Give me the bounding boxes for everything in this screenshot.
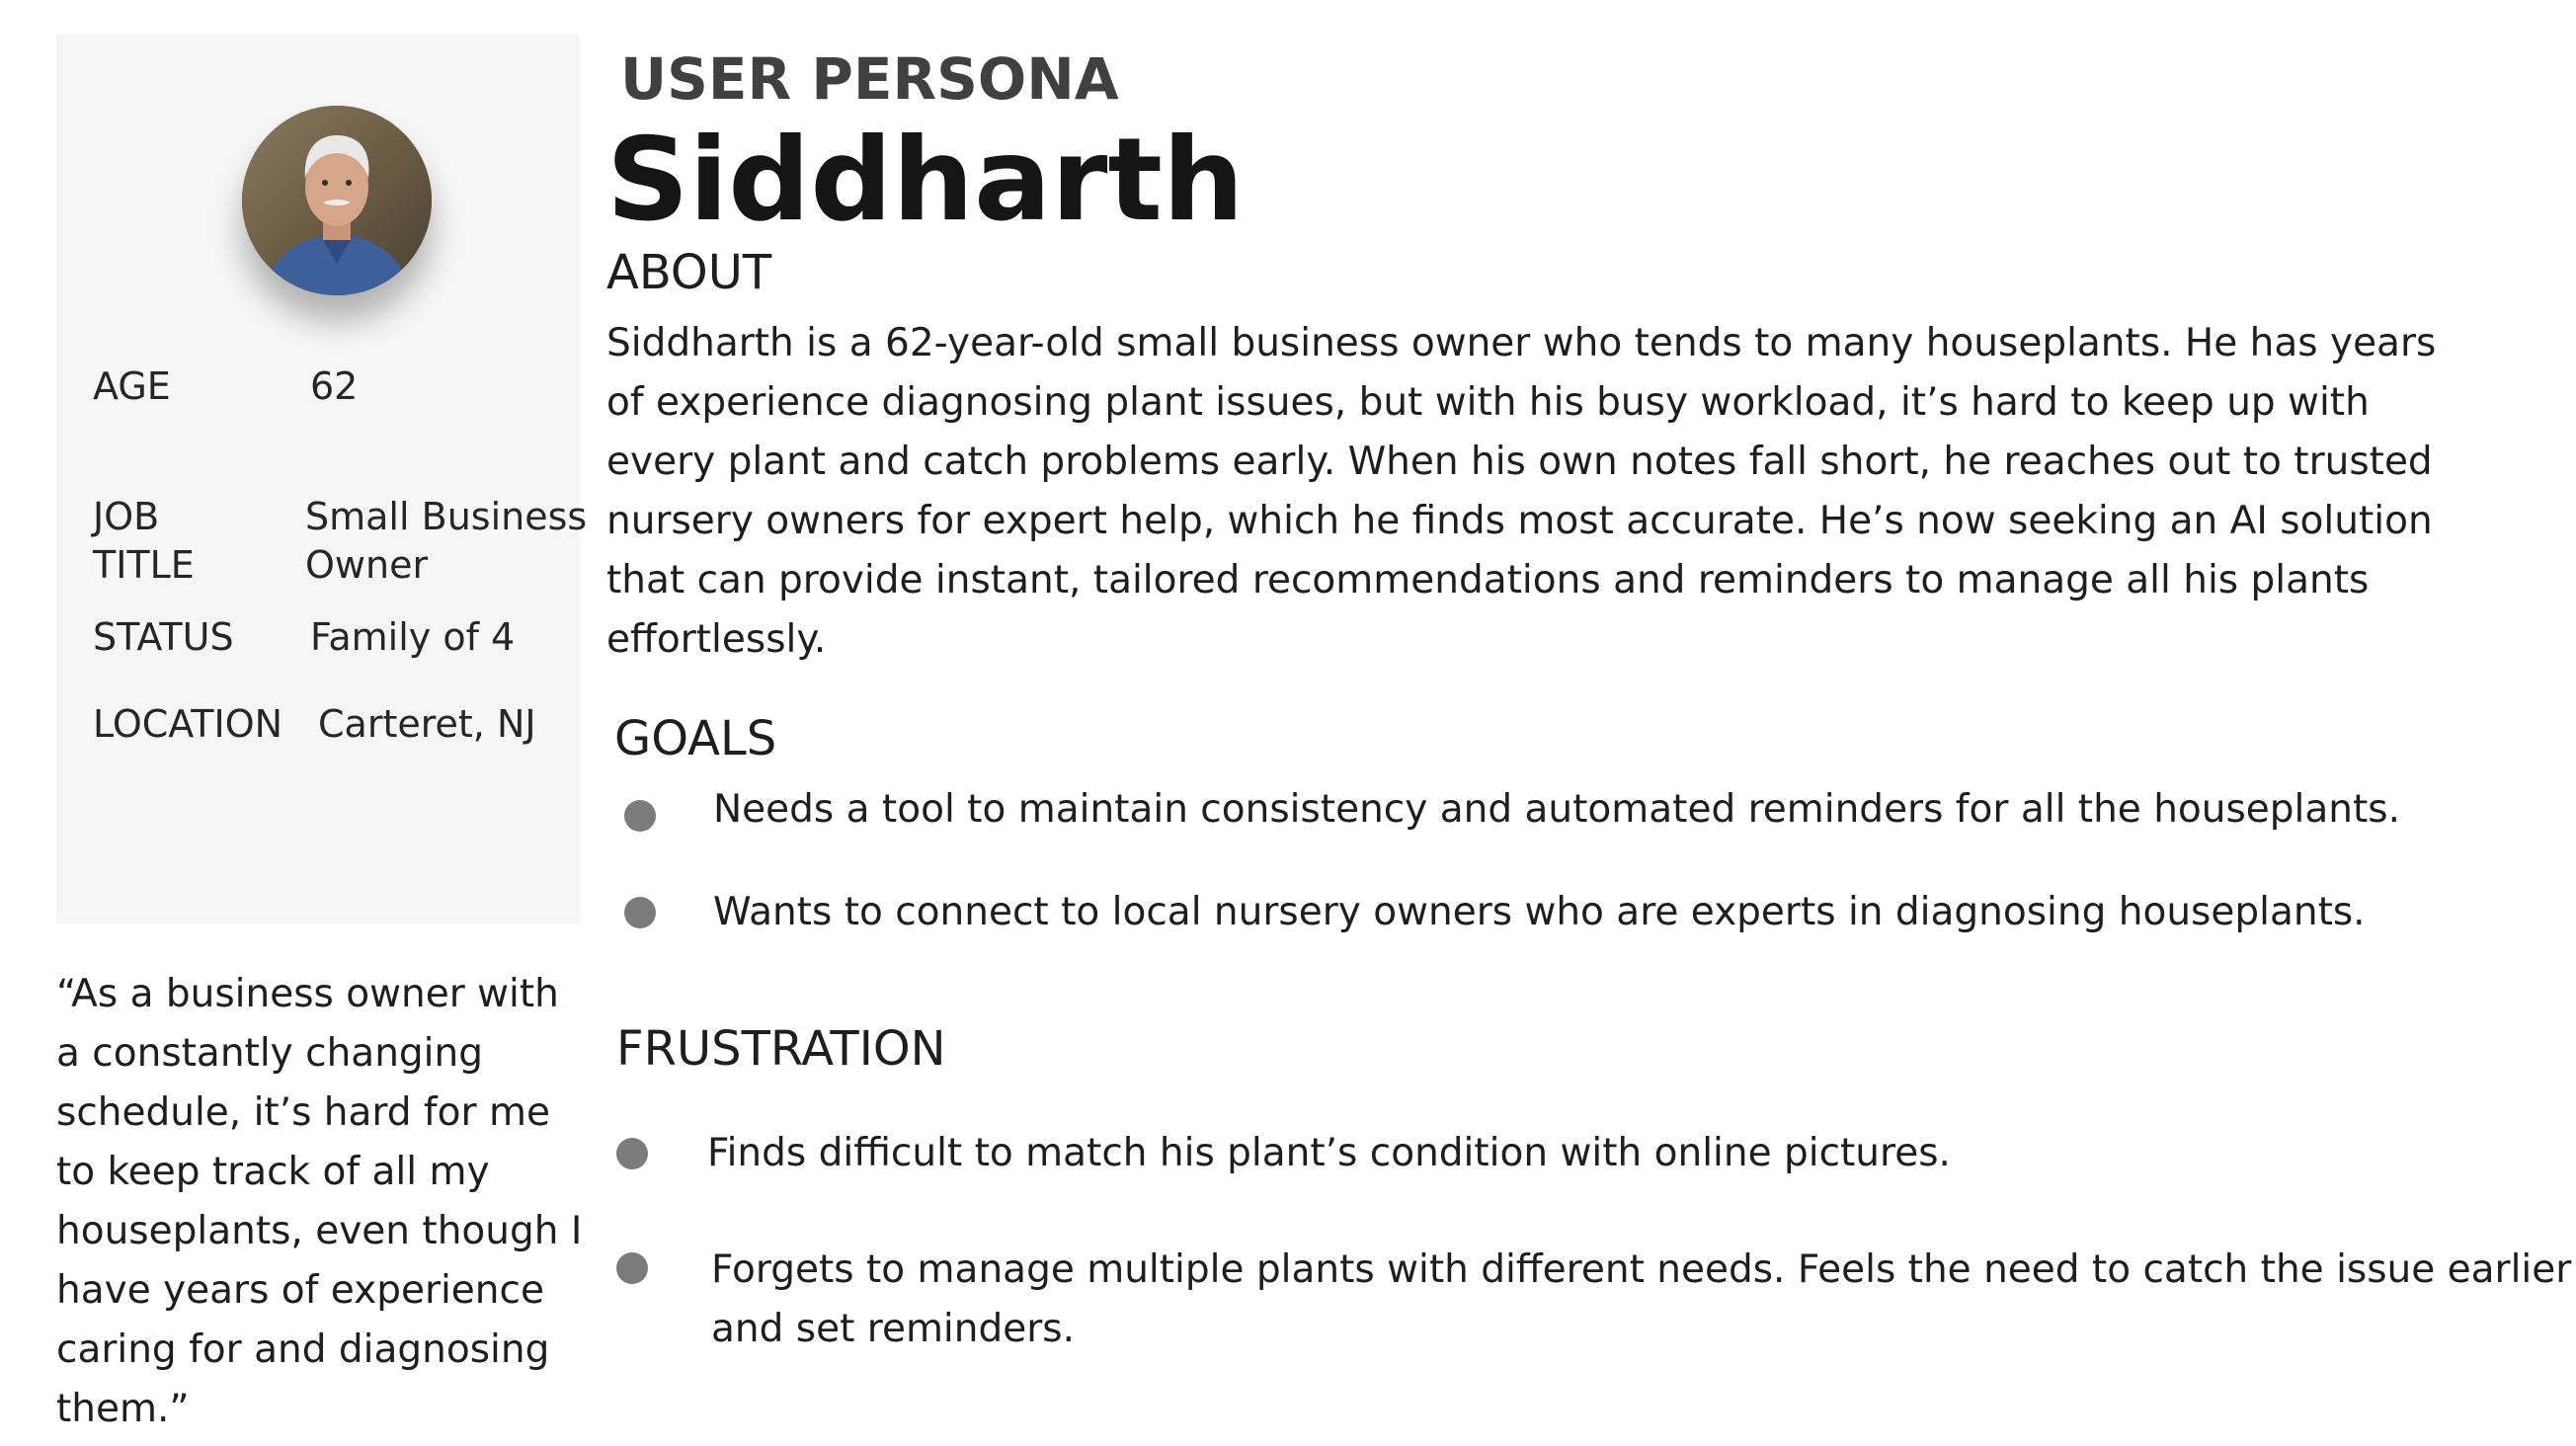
- bullet-icon: [616, 1252, 648, 1284]
- frustration-item-text: Finds difficult to match his plant’s condition with online pictures.: [707, 1131, 1951, 1175]
- goals-heading: GOALS: [614, 711, 777, 766]
- age-label: AGE: [93, 364, 171, 408]
- status-value: Family of 4: [310, 615, 516, 659]
- age-value: 62: [310, 364, 359, 408]
- job-title-value-line1: Small Business: [305, 495, 588, 538]
- job-title-label-line2: TITLE: [93, 543, 195, 587]
- avatar: [242, 106, 432, 295]
- about-heading: ABOUT: [606, 245, 772, 300]
- location-label: LOCATION: [93, 702, 283, 746]
- persona-name: Siddharth: [606, 114, 1245, 247]
- bullet-icon: [616, 1138, 648, 1169]
- persona-quote: “As a business owner with a constantly changing schedule, it’s hard for me to keep track of all my houseplants, even though I have years of experience caring for and diagnosing them.”: [56, 972, 583, 1431]
- about-text: Siddharth is a 62-year-old small business owner who tends to many houseplants. He has years of experience diagnosing plant issues, but with his busy workload, it’s hard to keep up with every plant and catch problems early. When his own notes fall short, he reaches out to trusted nursery owners for expert help, which he finds most accurate. He’s now seeking an AI solution that can provide instant, tailored recommendations and reminders to manage all his plants effortlessly.: [606, 321, 2437, 662]
- job-title-label-line1: JOB: [93, 495, 160, 538]
- frustration-item-text: Forgets to manage multiple plants with different needs. Feels the need to catch the issue earlier and set reminders.: [711, 1247, 2572, 1351]
- goals-item-text: Wants to connect to local nursery owners who are experts in diagnosing houseplants.: [713, 890, 2366, 934]
- job-title-value-line2: Owner: [305, 543, 429, 587]
- bullet-icon: [624, 897, 656, 928]
- location-value: Carteret, NJ: [318, 702, 536, 746]
- bullet-icon: [624, 800, 656, 832]
- page-eyebrow: USER PERSONA: [620, 45, 1119, 113]
- avatar-portrait-image: [242, 106, 432, 295]
- goals-item-text: Needs a tool to maintain consistency and automated reminders for all the houseplants.: [713, 787, 2401, 832]
- status-label: STATUS: [93, 615, 234, 659]
- frustration-heading: FRUSTRATION: [616, 1021, 946, 1077]
- profile-card: [56, 35, 588, 924]
